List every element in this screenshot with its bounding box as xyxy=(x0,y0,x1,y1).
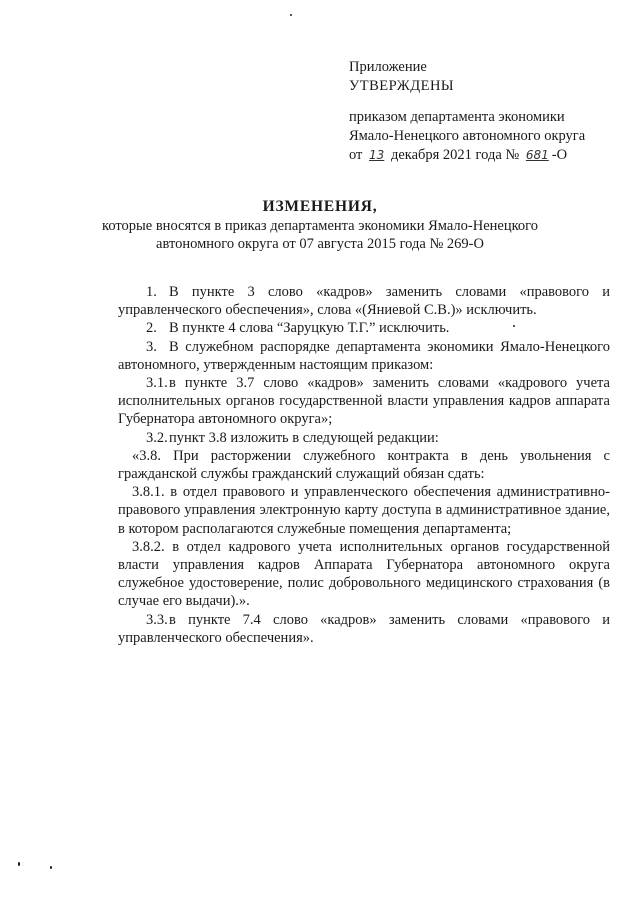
list-item xyxy=(118,538,610,611)
document-subtitle: которые вносятся в приказ департамента экономики Ямало-Ненецкого автономного округа от 07 августа 2015 года № 269-О xyxy=(102,218,538,252)
order-number-handwritten: 681 xyxy=(525,148,549,162)
item-number: 2. xyxy=(146,320,157,337)
item-text: 3.8.2. в отдел кадрового учета исполнительных органов государственной власти управления кадров Аппарата Губернатора автономного округа служебное удостоверение, полис добровольного медицинского страхования (в случае его выдачи).». xyxy=(118,538,610,610)
list-item xyxy=(118,429,610,447)
item-number: 1. xyxy=(146,284,157,300)
item-number: 3.1. xyxy=(146,375,168,392)
item-number: 3.2. xyxy=(146,429,168,446)
list-item xyxy=(118,338,610,374)
scan-speck xyxy=(290,14,292,16)
list-item xyxy=(118,611,610,647)
item-text: пункт 3.8 изложить в следующей редакции: xyxy=(169,429,439,446)
item-text: «3.8. При расторжении служебного контракта в день увольнения с гражданской службы гражданский служащий обязан сдать: xyxy=(118,447,610,483)
item-text: В пункте 4 слова “Заруцкую Т.Г.” исключить. xyxy=(169,320,450,337)
document-title: ИЗМЕНЕНИЯ, xyxy=(262,198,378,215)
date-prefix: от xyxy=(349,147,363,163)
list-item xyxy=(118,319,610,337)
appendix-label: Приложение xyxy=(349,59,427,75)
order-by-line: приказом департамента экономики xyxy=(349,109,565,125)
scan-speck xyxy=(513,325,515,327)
date-middle: декабря 2021 года № xyxy=(390,147,520,163)
order-date-line xyxy=(349,146,585,165)
approval-block xyxy=(349,58,585,165)
list-item xyxy=(118,374,610,429)
order-suffix: -О xyxy=(551,147,568,163)
date-day-handwritten: 13 xyxy=(369,148,385,162)
list-item xyxy=(118,447,610,483)
item-number: 3.3. xyxy=(146,611,168,628)
region-line: Ямало-Ненецкого автономного округа xyxy=(349,128,586,144)
scan-speck xyxy=(50,866,52,869)
scan-speck xyxy=(18,862,20,866)
list-item xyxy=(118,483,610,538)
item-text: 3.8.1. в отдел правового и управленческого обеспечения административно-правового управления электронную карту доступа в административное здание, в котором располагаются служебные помещения департамента; xyxy=(118,484,610,537)
item-text: в пункте 3.7 слово «кадров» заменить словами «кадрового учета исполнительных органов государственной власти управления кадров аппарата Губернатора автономного округа»; xyxy=(118,375,610,428)
document-body xyxy=(118,283,610,647)
item-text: в пункте 7.4 слово «кадров» заменить словами «правового и управленческого обеспечения». xyxy=(118,611,610,646)
item-number: 3. xyxy=(146,338,157,355)
item-text: В служебном распорядке департамента экономики Ямало-Ненецкого автономного, утвержденным настоящим приказом: xyxy=(118,338,610,373)
item-text: В пункте 3 слово «кадров» заменить словами «правового и управленческого обеспечения», слова «(Яниевой С.В.)» исключить. xyxy=(118,284,610,319)
list-item xyxy=(118,283,610,319)
approved-label: УТВЕРЖДЕНЫ xyxy=(349,78,455,94)
